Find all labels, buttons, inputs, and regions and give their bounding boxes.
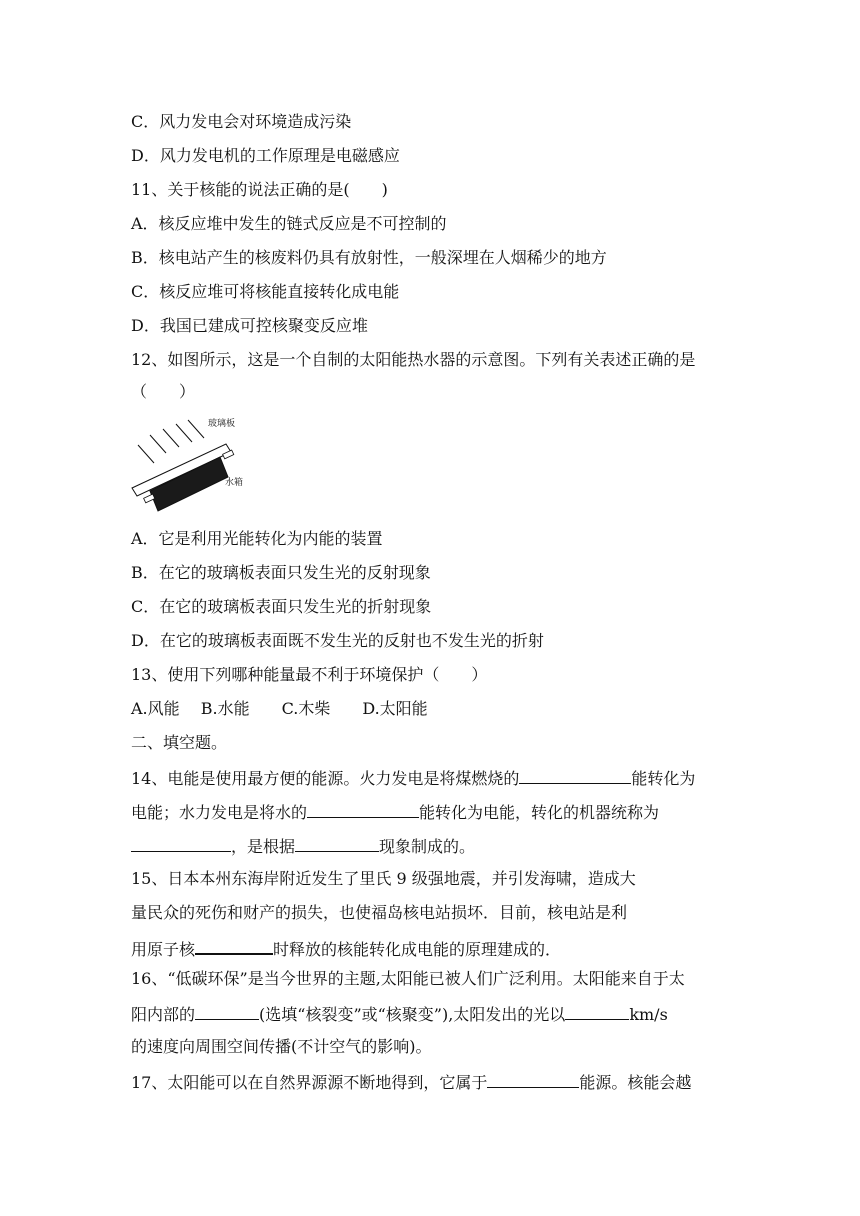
q14-line1-text-a: 14、电能是使用最方便的能源。火力发电是将煤燃烧的 <box>131 769 520 788</box>
q15-line3 <box>131 937 731 960</box>
label-water-tank: 水箱 <box>225 478 244 488</box>
q13-options: A.风能 B.水能 C.木柴 D.太阳能 <box>131 699 428 718</box>
q17-line1-text-a: 17、太阳能可以在自然界源源不断地得到，它属于 <box>131 1073 488 1092</box>
q11-stem: 11、关于核能的说法正确的是( ) <box>131 180 388 199</box>
q14-line2-text-a: 电能；水力发电是将水的 <box>131 803 308 822</box>
q15-line3-text-b: 时释放的核能转化成电能的原理建成的． <box>273 940 562 959</box>
q16-line2-text-a: 阳内部的 <box>131 1005 196 1024</box>
q17-line1 <box>131 1071 731 1093</box>
q16-line3: 的速度向周围空间传播(不计空气的影响)。 <box>131 1037 432 1056</box>
pipe-left <box>144 494 155 503</box>
q13-stem: 13、使用下列哪种能量最不利于环境保护（ ） <box>131 665 488 684</box>
q17-line1-text-b: 能源。核能会越 <box>579 1073 692 1092</box>
q12-stem: 12、如图所示，这是一个自制的太阳能热水器的示意图。下列有关表述正确的是 <box>131 350 696 369</box>
sun-rays <box>138 420 204 463</box>
q12-option-a: A．它是利用光能转化为内能的装置 <box>131 529 383 548</box>
q10-option-c: C．风力发电会对环境造成污染 <box>131 112 352 131</box>
q12-bracket: （ ） <box>131 382 196 401</box>
q14-line2 <box>131 801 731 823</box>
solar-heater-diagram <box>130 417 245 512</box>
q16-line1: 16、“低碳环保”是当今世界的主题,太阳能已被人们广泛利用。太阳能来自于太 <box>131 969 685 988</box>
q14-blank-1[interactable] <box>519 767 631 784</box>
q12-option-d: D．在它的玻璃板表面既不发生光的反射也不发生光的折射 <box>131 631 544 650</box>
q12-option-c: C．在它的玻璃板表面只发生光的折射现象 <box>131 597 432 616</box>
q15-line3-text-a: 用原子核 <box>131 940 196 959</box>
q15-blank[interactable] <box>195 937 273 955</box>
q11-option-b: B．核电站产生的核废料仍具有放射性，一般深埋在人烟稀少的地方 <box>131 248 607 267</box>
q17-blank-1[interactable] <box>487 1071 579 1088</box>
q16-line2-text-b: (选填“核裂变”或“核聚变”),太阳发出的光以 <box>259 1005 566 1024</box>
q16-line2-unit: km/s <box>629 1005 668 1024</box>
q16-line2 <box>131 1003 731 1025</box>
q15-line2: 量民众的死伤和财产的损失，也使福岛核电站损坏．目前，核电站是利 <box>131 903 628 922</box>
q11-option-a: A．核反应堆中发生的链式反应是不可控制的 <box>131 214 447 233</box>
q10-option-d: D．风力发电机的工作原理是电磁感应 <box>131 146 400 165</box>
q15-line1: 15、日本本州东海岸附近发生了里氏 9 级强地震，并引发海啸，造成大 <box>131 869 636 888</box>
q14-blank-2[interactable] <box>307 801 419 818</box>
q14-line3 <box>131 835 731 857</box>
q14-line1 <box>131 767 731 789</box>
q11-option-c: C．核反应堆可将核能直接转化成电能 <box>131 282 400 301</box>
q14-line2-text-b: 能转化为电能，转化的机器统称为 <box>419 803 660 822</box>
q12-option-b: B．在它的玻璃板表面只发生光的反射现象 <box>131 563 431 582</box>
q14-line1-text-b: 能转化为 <box>631 769 696 788</box>
q14-line3-text-a: ，是根据 <box>231 837 296 856</box>
q16-blank-2[interactable] <box>565 1003 629 1020</box>
section-fill-blank-heading: 二、填空题。 <box>131 733 228 752</box>
label-glass-board: 玻璃板 <box>208 419 236 429</box>
q14-blank-3[interactable] <box>131 835 231 852</box>
q14-blank-4[interactable] <box>295 835 379 852</box>
q11-option-d: D．我国已建成可控核聚变反应堆 <box>131 316 368 335</box>
q16-blank-1[interactable] <box>195 1003 259 1020</box>
q14-line3-text-b: 现象制成的。 <box>379 837 476 856</box>
